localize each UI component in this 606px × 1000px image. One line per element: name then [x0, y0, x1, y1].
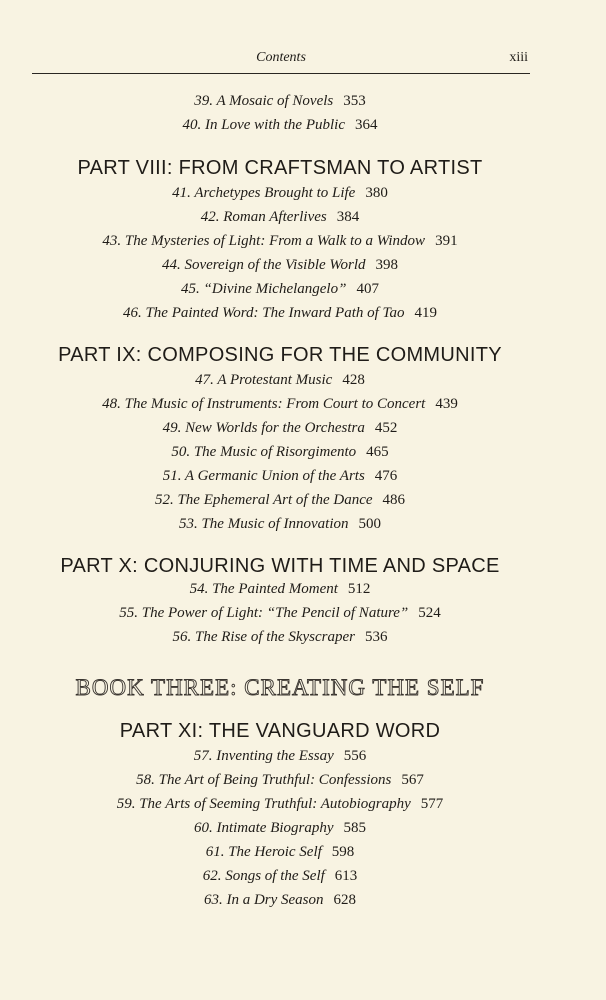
entry-title: 63. In a Dry Season — [203, 892, 324, 908]
part-heading: PART VIII: FROM CRAFTSMAN TO ARTIST — [77, 157, 483, 179]
toc-entry — [0, 302, 560, 324]
entry-page-number: 476 — [374, 468, 398, 484]
entry-title: 43. The Mysteries of Light: From a Walk to a Window — [102, 233, 426, 249]
toc-entry — [0, 393, 560, 415]
part-heading: PART IX: COMPOSING FOR THE COMMUNITY — [58, 344, 502, 366]
entry-title: 60. Intimate Biography — [193, 820, 334, 836]
toc-entry — [0, 441, 560, 463]
toc-entry — [0, 114, 560, 136]
entry-title: 50. The Music of Risorgimento — [171, 444, 357, 460]
entry-page-number: 585 — [343, 820, 367, 836]
entry-page-number: 567 — [401, 772, 424, 788]
toc-entry — [0, 769, 560, 791]
entry-page-number: 428 — [342, 372, 365, 388]
entry-title: 54. The Painted Moment — [189, 581, 338, 597]
entry-page-number: 407 — [356, 281, 379, 297]
toc-entry — [0, 369, 560, 391]
toc-entry — [0, 465, 560, 487]
entry-page-number: 353 — [343, 93, 366, 109]
entry-title: 46. The Painted Word: The Inward Path of Tao — [122, 305, 405, 321]
toc-entry — [0, 889, 560, 911]
entry-title: 41. Archetypes Brought to Life — [172, 185, 356, 201]
toc-entry — [0, 230, 560, 252]
entry-title: 39. A Mosaic of Novels — [194, 93, 334, 109]
entry-page-number: 577 — [420, 796, 444, 812]
entry-title: 57. Inventing the Essay — [193, 748, 334, 764]
toc-entry — [0, 206, 560, 228]
entry-page-number: 556 — [343, 748, 367, 764]
toc-entry — [0, 793, 560, 815]
toc-entry — [0, 278, 560, 300]
entry-title: 55. The Power of Light: “The Pencil of Nature” — [119, 605, 409, 621]
entry-title: 48. The Music of Instruments: From Court to Concert — [102, 396, 426, 412]
entry-page-number: 452 — [374, 420, 398, 436]
entry-page-number: 380 — [365, 185, 388, 201]
entry-title: 47. A Protestant Music — [195, 372, 333, 388]
entry-page-number: 524 — [418, 605, 441, 621]
entry-title: 42. Roman Afterlives — [200, 209, 327, 225]
entry-title: 59. The Arts of Seeming Truthful: Autobiography — [116, 796, 411, 812]
entry-title: 40. In Love with the Public — [182, 117, 345, 133]
entry-page-number: 398 — [375, 257, 399, 273]
toc-entry — [0, 489, 560, 511]
entry-page-number: 628 — [333, 892, 357, 908]
entry-title: 44. Sovereign of the Visible World — [161, 257, 366, 273]
entry-page-number: 500 — [358, 516, 382, 532]
part-heading: PART X: CONJURING WITH TIME AND SPACE — [60, 555, 500, 577]
toc-entry — [0, 90, 560, 112]
entry-title: 56. The Rise of the Skyscraper — [172, 629, 355, 645]
entry-page-number: 439 — [435, 396, 458, 412]
toc-entry — [0, 254, 560, 276]
entry-page-number: 465 — [366, 444, 389, 460]
entry-page-number: 536 — [364, 629, 388, 645]
entry-title: 51. A Germanic Union of the Arts — [162, 468, 365, 484]
entry-page-number: 598 — [331, 844, 355, 860]
entry-title: 45. “Divine Michelangelo” — [181, 281, 347, 297]
toc-entry — [0, 182, 560, 204]
toc-entry — [0, 513, 560, 535]
toc-entry — [0, 602, 560, 624]
entry-page-number: 486 — [382, 492, 406, 508]
toc-entry — [0, 578, 560, 600]
entry-title: 52. The Ephemeral Art of the Dance — [154, 492, 373, 508]
entry-title: 61. The Heroic Self — [205, 844, 322, 860]
toc-entry — [0, 626, 560, 648]
entry-page-number: 512 — [347, 581, 371, 597]
toc-entry — [0, 745, 560, 767]
page-folio: xiii — [509, 50, 528, 65]
entry-page-number: 419 — [414, 305, 438, 321]
toc-entry — [0, 417, 560, 439]
entry-page-number: 384 — [336, 209, 360, 225]
entry-title: 49. New Worlds for the Orchestra — [162, 420, 365, 436]
toc-entry — [0, 817, 560, 839]
toc-entry — [0, 865, 560, 887]
entry-page-number: 364 — [354, 117, 378, 133]
toc-entry — [0, 841, 560, 863]
entry-title: 58. The Art of Being Truthful: Confessions — [136, 772, 392, 788]
book-heading: BOOK THREE: CREATING THE SELF — [75, 675, 485, 700]
entry-title: 62. Songs of the Self — [202, 868, 325, 884]
part-heading: PART XI: THE VANGUARD WORD — [119, 720, 441, 742]
entry-page-number: 613 — [334, 868, 358, 884]
entry-page-number: 391 — [435, 233, 458, 249]
running-title: Contents — [256, 50, 306, 65]
entry-title: 53. The Music of Innovation — [178, 516, 349, 532]
